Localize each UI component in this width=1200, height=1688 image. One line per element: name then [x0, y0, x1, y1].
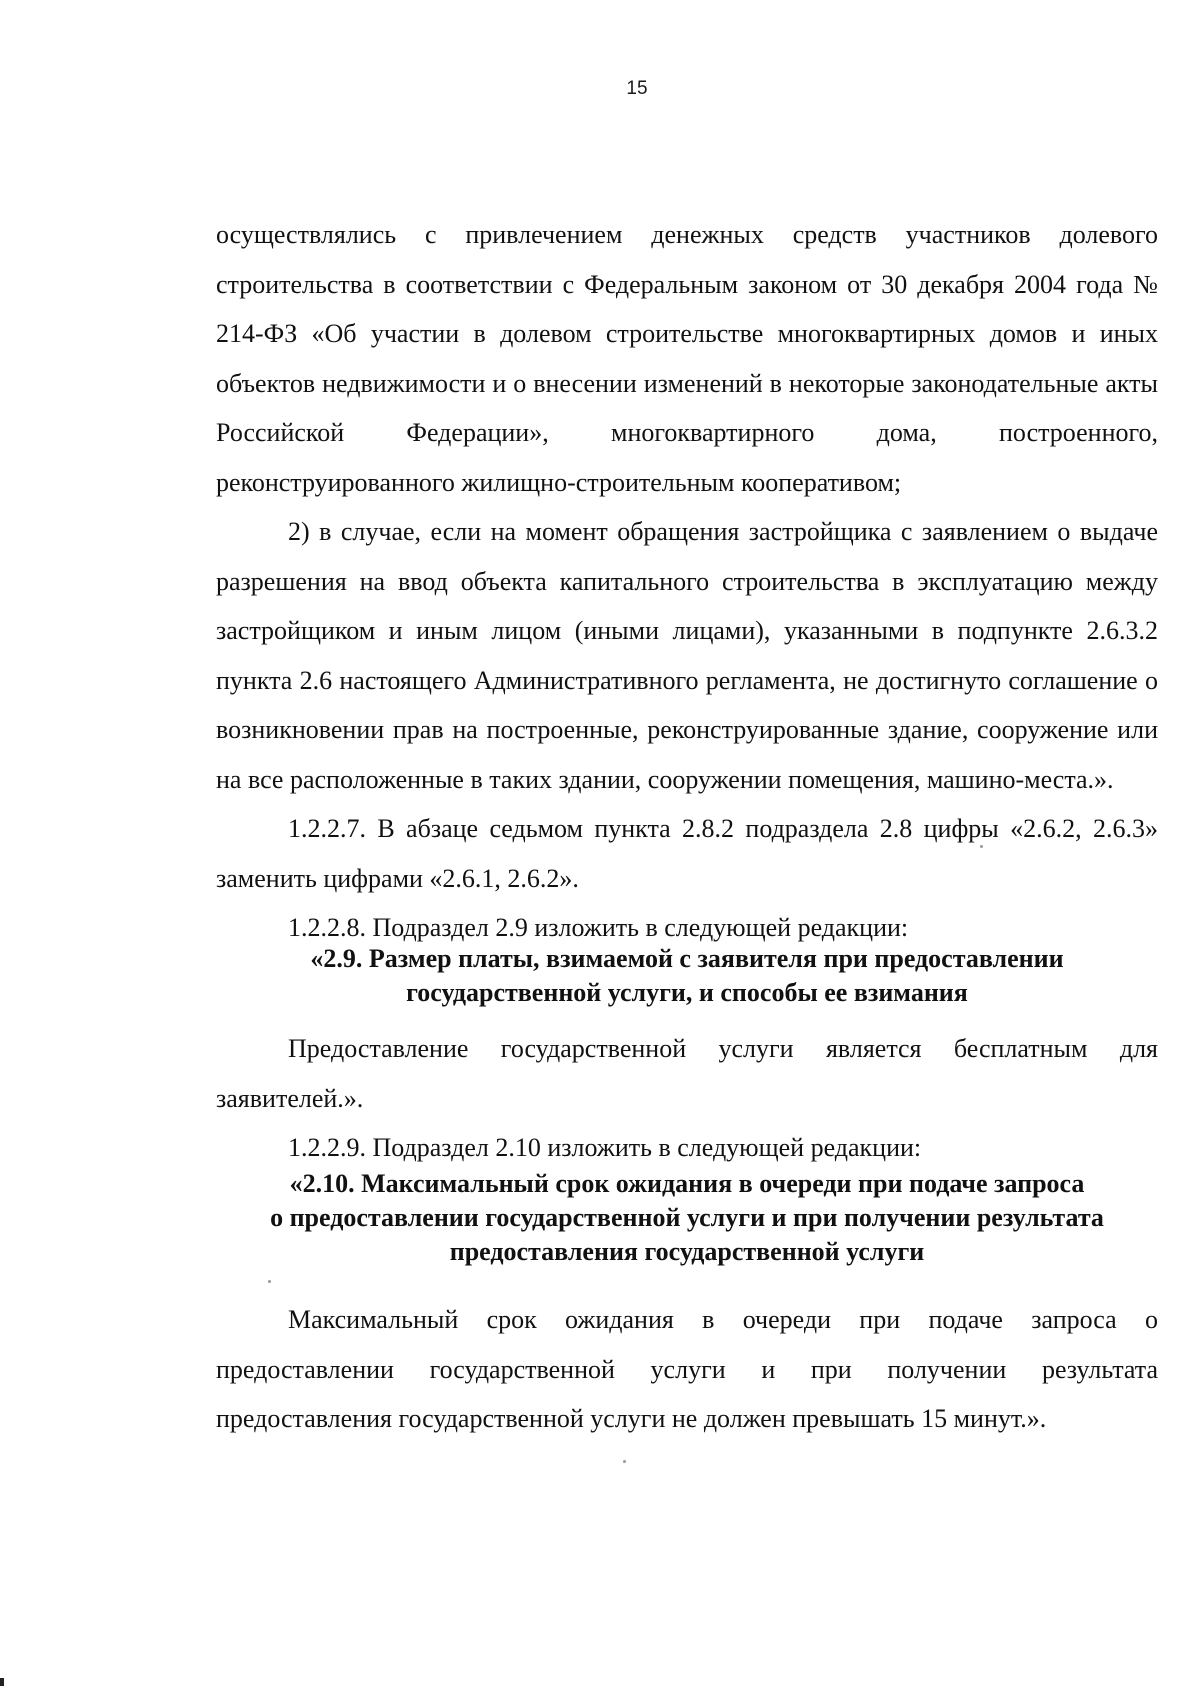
- paragraph-free-service: Предоставление государственной услуги является бесплатным для заявителей.».: [216, 1034, 1158, 1113]
- paragraph-continuation: осуществлялись с привлечением денежных средств участников долевого строительства в соответствии с Федеральным законом от 30 декабря 2004 года № 214-ФЗ «Об участии в долевом строительстве многоквартирных домов и иных объектов недвижимости и о внесении изменений в некоторые законодательные акты Российской Федерации», многоквартирного дома, построенного, реконструированного жилищно-строительным кооперативом;: [216, 220, 1158, 497]
- body-text-3: [216, 1295, 1158, 1444]
- section-heading-2-10: [216, 1167, 1158, 1269]
- paragraph-1-2-2-9: 1.2.2.9. Подраздел 2.10 изложить в следующей редакции:: [288, 1133, 922, 1162]
- heading-2-10-line-1: «2.10. Максимальный срок ожидания в очереди при подаче запроса: [289, 1169, 1085, 1198]
- heading-2-9-line-2: государственной услуги, и способы ее взимания: [406, 978, 968, 1007]
- paragraph-1-2-2-8: 1.2.2.8. Подраздел 2.9 изложить в следующей редакции:: [288, 913, 909, 942]
- heading-2-9-line-1: «2.9. Размер платы, взимаемой с заявителя при предоставлении: [310, 944, 1064, 973]
- paragraph-1-2-2-7: 1.2.2.7. В абзаце седьмом пункта 2.8.2 подраздела 2.8 цифры «2.6.2, 2.6.3» заменить цифрами «2.6.1, 2.6.2».: [216, 814, 1158, 893]
- paragraph-waiting-time: Максимальный срок ожидания в очереди при подаче запроса о предоставлении государственной услуги и при получении результата предоставления государственной услуги не должен превышать 15 минут.».: [216, 1305, 1158, 1433]
- body-text-2: [216, 1024, 1158, 1173]
- scan-edge-mark: [0, 1678, 4, 1686]
- paragraph-item-2: 2) в случае, если на момент обращения застройщика с заявлением о выдаче разрешения на ввод объекта капитального строительства в эксплуатацию между застройщиком и иным лицом (иными лицами), указанными в подпункте 2.6.3.2 пункта 2.6 настоящего Административного регламента, не достигнуто соглашение о возникновении прав на построенные, реконструированные здание, сооружение или на все расположенные в таких здании, сооружении помещения, машино-места.».: [216, 517, 1158, 794]
- scan-speck: [268, 1280, 271, 1283]
- body-text: [216, 210, 1158, 953]
- section-heading-2-9: [216, 942, 1158, 1010]
- scan-speck: [980, 845, 983, 848]
- heading-2-10-line-2: о предоставлении государственной услуги и при получении результата: [270, 1203, 1104, 1232]
- heading-2-10-line-3: предоставления государственной услуги: [449, 1237, 925, 1266]
- page-number: 15: [626, 78, 648, 99]
- scan-speck: [623, 1460, 626, 1463]
